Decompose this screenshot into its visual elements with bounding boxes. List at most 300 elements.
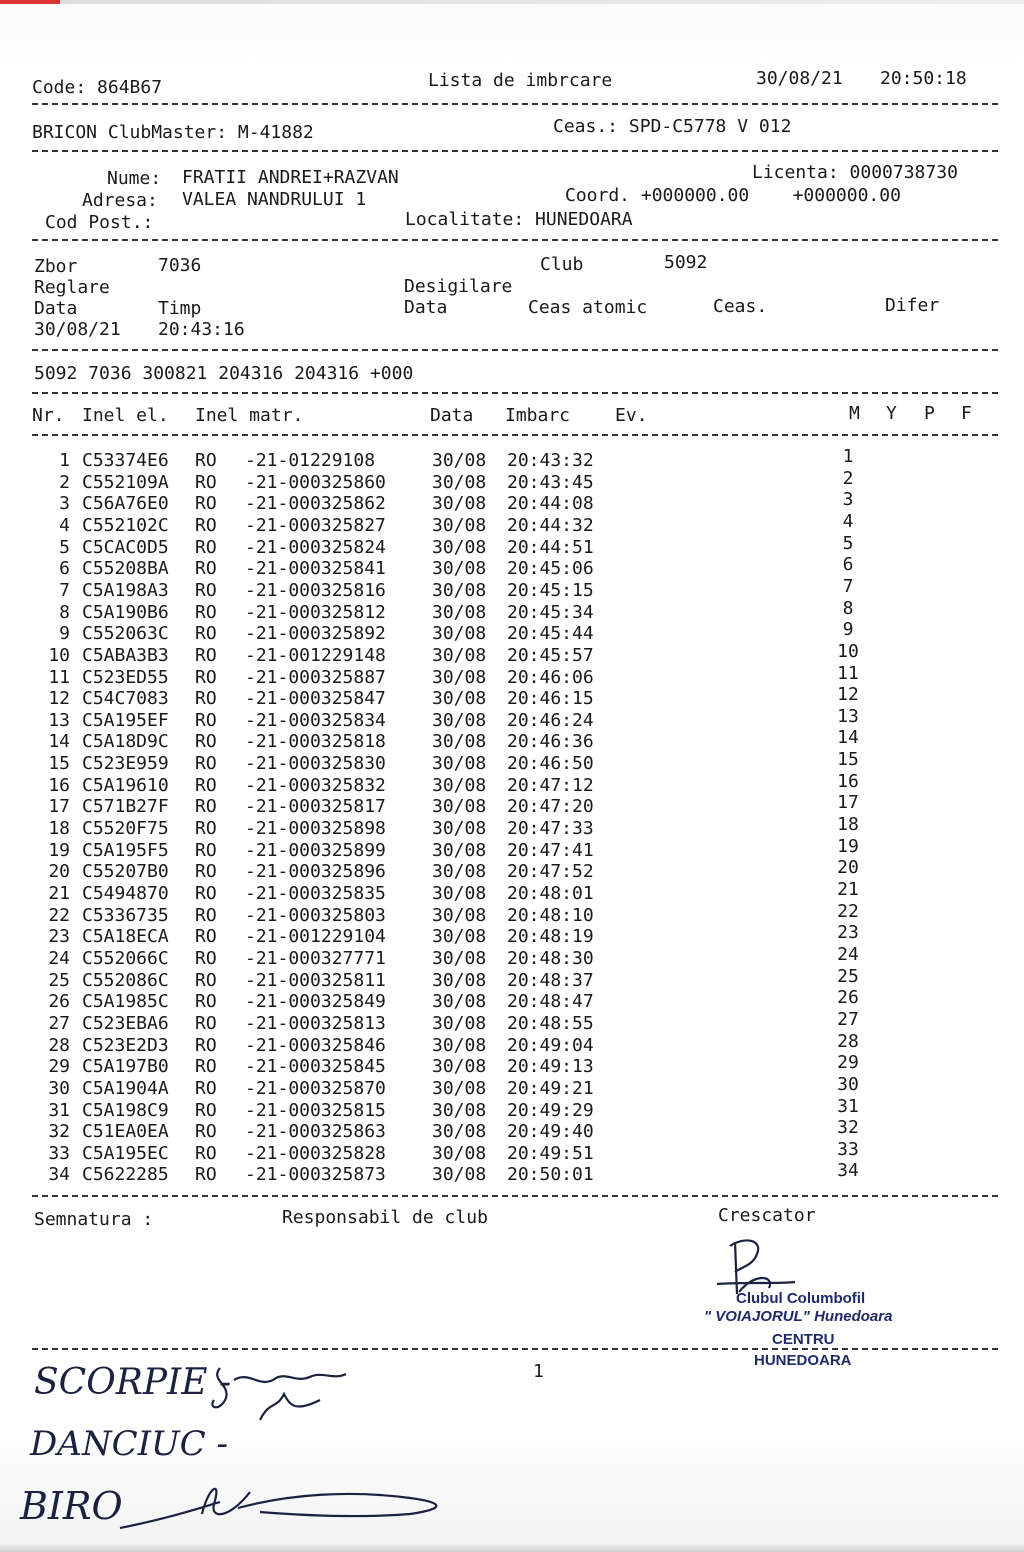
- row-number: 1: [59, 450, 70, 471]
- ring-registration: -21-000325818: [245, 731, 386, 753]
- electronic-ring: C55208BA: [82, 558, 169, 580]
- m-column-value: 11: [837, 662, 859, 684]
- basketing-time: 20:48:47: [507, 991, 594, 1013]
- ring-registration: -21-000325870: [245, 1077, 386, 1099]
- club-responsible-label: Responsabil de club: [282, 1207, 488, 1228]
- locality: Localitate: HUNEDOARA: [405, 209, 633, 230]
- data-label: Data: [34, 298, 78, 319]
- basketing-time: 20:45:06: [507, 558, 594, 580]
- ring-registration: -21-000325862: [245, 493, 386, 515]
- coordinates: Coord. +000000.00 +000000.00: [565, 185, 901, 206]
- flight-code-line: 5092 7036 300821 204316 204316 +000: [34, 363, 414, 384]
- ring-registration: -21-000325817: [245, 796, 386, 818]
- row-number: 13: [48, 709, 70, 731]
- country-code: RO: [195, 1164, 217, 1186]
- electronic-ring: C523E2D3: [82, 1034, 169, 1056]
- m-column-value: 13: [837, 705, 859, 727]
- m-column-value: 8: [842, 597, 854, 619]
- difer-label: Difer: [885, 295, 940, 316]
- basketing-date: 30/08: [432, 969, 487, 991]
- m-column-value: 17: [837, 792, 859, 814]
- basketing-time: 20:48:10: [507, 904, 594, 926]
- basketing-date: 30/08: [432, 774, 487, 796]
- zbor-label: Zbor: [34, 256, 78, 277]
- row-number: 33: [48, 1142, 70, 1164]
- basketing-time: 20:49:04: [507, 1034, 594, 1056]
- signature-label: Semnatura :: [34, 1209, 154, 1230]
- basketing-date: 30/08: [432, 883, 487, 904]
- basketing-time: 20:43:45: [507, 471, 594, 493]
- basketing-date: 30/08: [432, 709, 487, 731]
- basketing-time: 20:45:34: [507, 601, 594, 623]
- row-number: 32: [48, 1121, 70, 1143]
- stamp-line-3: CENTRU: [772, 1331, 835, 1348]
- basketing-date: 30/08: [432, 558, 487, 580]
- postal-code-label: Cod Post.:: [45, 212, 154, 233]
- m-column-value: 22: [837, 900, 859, 922]
- row-number: 6: [59, 558, 70, 580]
- m-column-value: 4: [842, 510, 854, 532]
- licence-number: Licenta: 0000738730: [752, 162, 958, 183]
- ring-registration: -21-000325847: [245, 688, 386, 710]
- m-column-value: 32: [837, 1117, 859, 1139]
- basketing-time: 20:47:33: [507, 818, 594, 840]
- basketing-time: 20:48:01: [507, 883, 594, 904]
- country-code: RO: [195, 493, 217, 515]
- m-column-value: 5: [842, 532, 854, 554]
- country-code: RO: [195, 883, 217, 904]
- m-column-value: 27: [837, 1008, 859, 1030]
- basketing-date: 30/08: [432, 904, 487, 926]
- ring-registration: -21-000325832: [245, 774, 386, 796]
- basketing-date: 30/08: [432, 1121, 487, 1143]
- print-time: 20:50:18: [880, 68, 967, 89]
- table-row: [0, 1160, 1000, 1186]
- country-code: RO: [195, 753, 217, 775]
- paper-bottom-edge: [0, 1544, 1024, 1552]
- country-code: RO: [195, 579, 217, 601]
- country-code: RO: [195, 644, 217, 666]
- m-column-value: 1: [842, 446, 854, 467]
- m-column-value: 31: [837, 1095, 859, 1117]
- col-header-p: P: [924, 403, 935, 424]
- country-code: RO: [195, 796, 217, 818]
- stamp-line-2: " VOIAJORUL" Hunedoara: [704, 1308, 893, 1325]
- basketing-time: 20:47:20: [507, 796, 594, 818]
- ring-registration: -21-001229104: [245, 926, 386, 948]
- electronic-ring: C5A198C9: [82, 1099, 169, 1121]
- separator-2: [32, 150, 998, 152]
- country-code: RO: [195, 991, 217, 1013]
- row-number: 18: [48, 818, 70, 840]
- basketing-date: 30/08: [432, 861, 487, 883]
- m-column-value: 9: [842, 619, 854, 641]
- row-number: 28: [48, 1034, 70, 1056]
- row-number: 14: [48, 731, 70, 753]
- ring-registration: -21-000325845: [245, 1056, 386, 1078]
- ring-registration: -21-000325824: [245, 536, 386, 558]
- electronic-ring: C5520F75: [82, 818, 169, 840]
- basketing-time: 20:47:52: [507, 861, 594, 883]
- page-number: 1: [533, 1361, 544, 1382]
- electronic-ring: C5A1904A: [82, 1077, 169, 1099]
- ring-registration: -21-000325816: [245, 579, 386, 601]
- m-column-value: 18: [837, 814, 859, 836]
- electronic-ring: C54C7083: [82, 688, 169, 710]
- handwritten-name-3: BIRO: [20, 1484, 123, 1528]
- print-date: 30/08/21: [756, 68, 843, 89]
- basketing-time: 20:46:06: [507, 666, 594, 688]
- row-number: 22: [48, 904, 70, 926]
- country-code: RO: [195, 774, 217, 796]
- basketing-date: 30/08: [432, 796, 487, 818]
- country-code: RO: [195, 904, 217, 926]
- electronic-ring: C523ED55: [82, 666, 169, 688]
- basketing-date: 30/08: [432, 666, 487, 688]
- atomic-clock-label: Ceas atomic: [528, 297, 648, 318]
- row-number: 27: [48, 1012, 70, 1034]
- electronic-ring: C552066C: [82, 947, 169, 969]
- electronic-ring: C552063C: [82, 623, 169, 645]
- basketing-date: 30/08: [432, 991, 487, 1013]
- m-column-value: 24: [837, 943, 859, 965]
- owner-address: VALEA NANDRULUI 1: [182, 189, 367, 210]
- basketing-time: 20:49:40: [507, 1121, 594, 1143]
- m-column-value: 6: [842, 554, 854, 576]
- ring-registration: -21-000325815: [245, 1099, 386, 1121]
- clock-label: Ceas.: SPD-C5778 V 012: [553, 116, 792, 137]
- basketing-time: 20:46:24: [507, 709, 594, 731]
- basketing-time: 20:48:37: [507, 969, 594, 991]
- row-number: 17: [48, 796, 70, 818]
- country-code: RO: [195, 1142, 217, 1164]
- electronic-ring: C5A1985C: [82, 991, 169, 1013]
- basketing-time: 20:49:51: [507, 1142, 594, 1164]
- nume-label: Nume:: [107, 168, 162, 189]
- electronic-ring: C523E959: [82, 753, 169, 775]
- electronic-ring: C53374E6: [82, 450, 169, 471]
- basketing-time: 20:49:13: [507, 1056, 594, 1078]
- ring-registration: -21-000325898: [245, 818, 386, 840]
- electronic-ring: C56A76E0: [82, 493, 169, 515]
- ring-registration: -21-000325849: [245, 991, 386, 1013]
- basketing-time: 20:45:57: [507, 644, 594, 666]
- basketing-date: 30/08: [432, 493, 487, 515]
- basketing-date: 30/08: [432, 644, 487, 666]
- basketing-time: 20:46:36: [507, 731, 594, 753]
- electronic-ring: C51EA0EA: [82, 1121, 169, 1143]
- col-header-m: M: [849, 403, 860, 424]
- basketing-date: 30/08: [432, 1142, 487, 1164]
- electronic-ring: C55207B0: [82, 861, 169, 883]
- basketing-time: 20:48:55: [507, 1012, 594, 1034]
- stamp-line-1: Clubul Columbofil: [736, 1290, 866, 1307]
- ring-registration: -21-000325846: [245, 1034, 386, 1056]
- m-column-value: 7: [842, 575, 854, 597]
- m-column-value: 20: [837, 857, 859, 879]
- row-number: 31: [48, 1099, 70, 1121]
- basketing-date: 30/08: [432, 601, 487, 623]
- flight-number: 7036: [158, 255, 202, 276]
- club-label: Club: [540, 254, 584, 275]
- ring-registration: -21-000325860: [245, 471, 386, 493]
- m-column-value: 14: [837, 727, 859, 749]
- electronic-ring: C552086C: [82, 969, 169, 991]
- ceas-label: Ceas.: [713, 296, 768, 317]
- separator-1: [32, 103, 998, 105]
- club-number: 5092: [664, 252, 708, 273]
- m-column-value: 12: [837, 684, 859, 706]
- col-header-ev: Ev.: [615, 405, 648, 426]
- desigilare-label: Desigilare: [404, 276, 513, 297]
- electronic-ring: C5622285: [82, 1164, 169, 1186]
- m-column-value: 26: [837, 987, 859, 1009]
- col-header-imbarc: Imbarc: [505, 405, 571, 426]
- electronic-ring: C5CAC0D5: [82, 536, 169, 558]
- row-number: 3: [59, 493, 70, 515]
- basketing-date: 30/08: [432, 731, 487, 753]
- row-number: 20: [48, 861, 70, 883]
- row-number: 24: [48, 947, 70, 969]
- electronic-ring: C5A190B6: [82, 601, 169, 623]
- country-code: RO: [195, 969, 217, 991]
- m-column-value: 30: [837, 1073, 859, 1095]
- ring-registration: -21-000325834: [245, 709, 386, 731]
- adresa-label: Adresa:: [82, 190, 158, 211]
- separator-7: [32, 1195, 998, 1197]
- row-number: 11: [48, 666, 70, 688]
- electronic-ring: C552109A: [82, 471, 169, 493]
- separator-8: [32, 1348, 998, 1350]
- ring-registration: -21-000327771: [245, 947, 386, 969]
- reglare-label: Reglare: [34, 277, 110, 298]
- basketing-date: 30/08: [432, 471, 487, 493]
- electronic-ring: C5A18D9C: [82, 731, 169, 753]
- basketing-date: 30/08: [432, 579, 487, 601]
- m-column-value: 28: [837, 1030, 859, 1052]
- country-code: RO: [195, 1099, 217, 1121]
- col-header-data: Data: [430, 405, 474, 426]
- basketing-time: 20:45:15: [507, 579, 594, 601]
- ring-registration: -21-000325841: [245, 558, 386, 580]
- row-number: 25: [48, 969, 70, 991]
- ring-registration: -21-000325827: [245, 514, 386, 536]
- electronic-ring: C5A197B0: [82, 1056, 169, 1078]
- separator-4: [32, 349, 998, 351]
- electronic-ring: C571B27F: [82, 796, 169, 818]
- country-code: RO: [195, 623, 217, 645]
- ring-registration: -21-000325887: [245, 666, 386, 688]
- ring-registration: -21-000325835: [245, 883, 386, 904]
- m-column-value: 23: [837, 922, 859, 944]
- ring-registration: -21-000325813: [245, 1012, 386, 1034]
- basketing-time: 20:49:29: [507, 1099, 594, 1121]
- basketing-time: 20:44:08: [507, 493, 594, 515]
- country-code: RO: [195, 709, 217, 731]
- owner-name: FRATII ANDREI+RAZVAN: [182, 167, 399, 188]
- ring-registration: -21-000325863: [245, 1121, 386, 1143]
- basketing-time: 20:46:50: [507, 753, 594, 775]
- ring-registration: -21-000325873: [245, 1164, 386, 1186]
- basketing-date: 30/08: [432, 1034, 487, 1056]
- basketing-date: 30/08: [432, 1056, 487, 1078]
- row-number: 4: [59, 514, 70, 536]
- ring-registration: -21-000325830: [245, 753, 386, 775]
- electronic-ring: C5A18ECA: [82, 926, 169, 948]
- row-number: 30: [48, 1077, 70, 1099]
- basketing-time: 20:47:41: [507, 839, 594, 861]
- stamp-line-4: HUNEDOARA: [754, 1352, 852, 1369]
- col-header-inel-matr: Inel matr.: [195, 405, 304, 426]
- col-header-y: Y: [886, 403, 897, 424]
- m-column-value: 29: [837, 1052, 859, 1074]
- row-number: 21: [48, 883, 70, 904]
- m-column-value: 19: [837, 835, 859, 857]
- basketing-time: 20:50:01: [507, 1164, 594, 1186]
- ring-registration: -21-000325812: [245, 601, 386, 623]
- basketing-date: 30/08: [432, 1099, 487, 1121]
- country-code: RO: [195, 688, 217, 710]
- clubmaster-label: BRICON ClubMaster: M-41882: [32, 122, 314, 143]
- code-label: Code: 864B67: [32, 77, 163, 98]
- row-number: 23: [48, 926, 70, 948]
- col-header-f: F: [961, 403, 972, 424]
- document-title: Lista de imbrcare: [428, 70, 613, 91]
- basketing-date: 30/08: [432, 818, 487, 840]
- basketing-date: 30/08: [432, 450, 487, 471]
- reglare-date: 30/08/21: [34, 319, 121, 340]
- country-code: RO: [195, 1012, 217, 1034]
- paper-top-edge: [0, 0, 1024, 4]
- data2-label: Data: [404, 297, 448, 318]
- row-number: 34: [48, 1164, 70, 1186]
- country-code: RO: [195, 1056, 217, 1078]
- basketing-date: 30/08: [432, 623, 487, 645]
- ring-registration: -21-000325896: [245, 861, 386, 883]
- row-number: 8: [59, 601, 70, 623]
- electronic-ring: C5ABA3B3: [82, 644, 169, 666]
- country-code: RO: [195, 666, 217, 688]
- row-number: 10: [48, 644, 70, 666]
- basketing-time: 20:48:30: [507, 947, 594, 969]
- country-code: RO: [195, 839, 217, 861]
- m-column-value: 2: [842, 467, 854, 489]
- basketing-date: 30/08: [432, 839, 487, 861]
- electronic-ring: C5A195EF: [82, 709, 169, 731]
- electronic-ring: C5A195F5: [82, 839, 169, 861]
- basketing-time: 20:47:12: [507, 774, 594, 796]
- col-header-inel-el: Inel el.: [82, 405, 169, 426]
- breeder-label: Crescator: [718, 1205, 816, 1226]
- electronic-ring: C5A19610: [82, 774, 169, 796]
- country-code: RO: [195, 947, 217, 969]
- row-number: 9: [59, 623, 70, 645]
- basketing-date: 30/08: [432, 926, 487, 948]
- country-code: RO: [195, 601, 217, 623]
- country-code: RO: [195, 731, 217, 753]
- separator-6: [32, 434, 998, 436]
- row-number: 29: [48, 1056, 70, 1078]
- row-number: 2: [59, 471, 70, 493]
- country-code: RO: [195, 558, 217, 580]
- country-code: RO: [195, 514, 217, 536]
- ring-registration: -21-001229148: [245, 644, 386, 666]
- row-number: 15: [48, 753, 70, 775]
- basketing-time: 20:49:21: [507, 1077, 594, 1099]
- handwritten-name-1: SCORPIE -: [34, 1362, 232, 1403]
- basketing-time: 20:45:44: [507, 623, 594, 645]
- country-code: RO: [195, 861, 217, 883]
- basketing-time: 20:44:32: [507, 514, 594, 536]
- electronic-ring: C5A198A3: [82, 579, 169, 601]
- m-column-value: 21: [837, 879, 859, 900]
- ring-registration: -21-01229108: [245, 450, 376, 471]
- country-code: RO: [195, 818, 217, 840]
- ring-registration: -21-000325828: [245, 1142, 386, 1164]
- country-code: RO: [195, 1121, 217, 1143]
- col-header-nr: Nr.: [32, 405, 65, 426]
- separator-3: [32, 239, 998, 241]
- ring-registration: -21-000325803: [245, 904, 386, 926]
- ring-registration: -21-000325899: [245, 839, 386, 861]
- row-number: 19: [48, 839, 70, 861]
- basketing-date: 30/08: [432, 688, 487, 710]
- country-code: RO: [195, 926, 217, 948]
- basketing-time: 20:44:51: [507, 536, 594, 558]
- handwritten-name-2: DANCIUC -: [30, 1424, 228, 1464]
- basketing-date: 30/08: [432, 1012, 487, 1034]
- basketing-date: 30/08: [432, 514, 487, 536]
- reglare-time: 20:43:16: [158, 319, 245, 340]
- row-number: 12: [48, 688, 70, 710]
- ring-registration: -21-000325811: [245, 969, 386, 991]
- m-column-value: 3: [842, 489, 854, 511]
- electronic-ring: C552102C: [82, 514, 169, 536]
- handwritten-signature-3: [110, 1468, 460, 1538]
- m-column-value: 10: [837, 640, 859, 662]
- country-code: RO: [195, 450, 217, 471]
- country-code: RO: [195, 1077, 217, 1099]
- basketing-time: 20:48:19: [507, 926, 594, 948]
- row-number: 7: [59, 579, 70, 601]
- country-code: RO: [195, 536, 217, 558]
- m-column-value: 33: [837, 1138, 859, 1160]
- electronic-ring: C5A195EC: [82, 1142, 169, 1164]
- basketing-date: 30/08: [432, 947, 487, 969]
- m-column-value: 34: [837, 1160, 859, 1182]
- row-number: 16: [48, 774, 70, 796]
- basketing-date: 30/08: [432, 1077, 487, 1099]
- m-column-value: 15: [837, 749, 859, 771]
- basketing-time: 20:46:15: [507, 688, 594, 710]
- ring-registration: -21-000325892: [245, 623, 386, 645]
- m-column-value: 16: [837, 770, 859, 792]
- electronic-ring: C5336735: [82, 904, 169, 926]
- basketing-time: 20:43:32: [507, 450, 594, 471]
- country-code: RO: [195, 471, 217, 493]
- basketing-date: 30/08: [432, 1164, 487, 1186]
- electronic-ring: C523EBA6: [82, 1012, 169, 1034]
- timp-label: Timp: [158, 298, 202, 319]
- separator-5: [32, 392, 998, 394]
- electronic-ring: C5494870: [82, 883, 169, 904]
- row-number: 26: [48, 991, 70, 1013]
- basketing-date: 30/08: [432, 753, 487, 775]
- country-code: RO: [195, 1034, 217, 1056]
- basketing-date: 30/08: [432, 536, 487, 558]
- m-column-value: 25: [837, 965, 859, 987]
- row-number: 5: [59, 536, 70, 558]
